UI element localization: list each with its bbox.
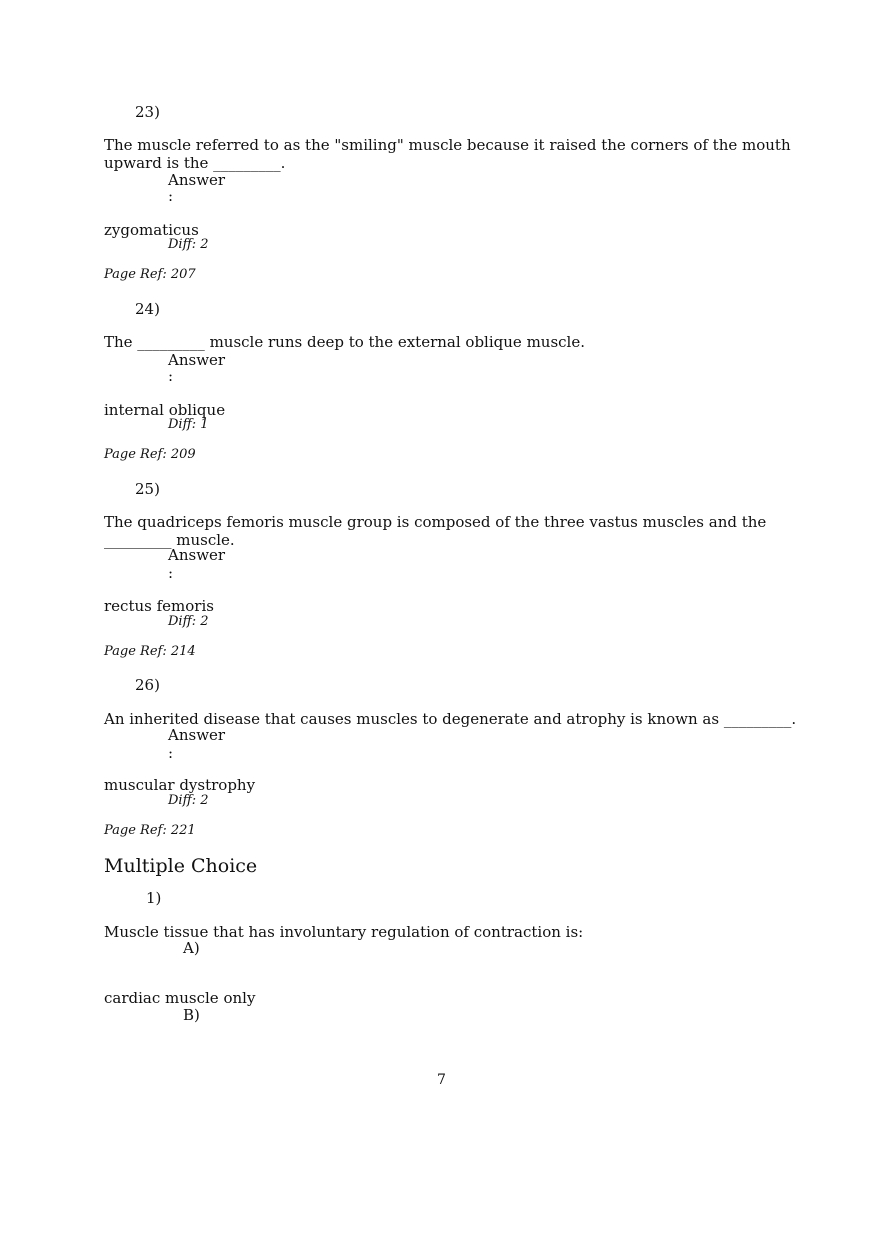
question-text: _________ muscle. [104,531,235,549]
question-number: 26) [135,676,160,694]
page-ref: Page Ref: 207 [104,267,196,282]
answer-label: Answer [168,546,226,564]
answer-label: Answer [168,171,226,189]
question-text: The quadriceps femoris muscle group is composed of the three vastus muscles and the [104,513,767,531]
answer-label: Answer [168,351,226,369]
question-number: 1) [146,889,162,907]
answer-colon: : [168,744,174,762]
difficulty: Diff: 2 [168,793,209,808]
answer-colon: : [168,367,174,385]
option-text: cardiac muscle only [104,989,256,1007]
option-letter: A) [183,939,200,957]
question-text: An inherited disease that causes muscles to degenerate and atrophy is known as _________. [104,710,797,728]
question-number: 23) [135,103,160,121]
question-text: The muscle referred to as the "smiling" muscle because it raised the corners of the mouth [104,136,791,154]
difficulty: Diff: 2 [168,614,209,629]
page-ref: Page Ref: 221 [104,823,196,838]
answer-text: zygomaticus [104,221,199,239]
answer-colon: : [168,564,174,582]
option-letter: B) [183,1006,200,1024]
difficulty: Diff: 1 [168,417,209,432]
question-text: The _________ muscle runs deep to the external oblique muscle. [104,333,585,351]
section-heading: Multiple Choice [104,855,258,877]
question-text: Muscle tissue that has involuntary regulation of contraction is: [104,923,584,941]
question-number: 25) [135,480,160,498]
answer-text: muscular dystrophy [104,776,256,794]
question-number: 24) [135,300,160,318]
answer-text: rectus femoris [104,597,214,615]
answer-text: internal oblique [104,401,226,419]
difficulty: Diff: 2 [168,237,209,252]
page-ref: Page Ref: 214 [104,644,196,659]
question-text: upward is the _________. [104,154,286,172]
answer-label: Answer [168,726,226,744]
page-ref: Page Ref: 209 [104,447,196,462]
answer-colon: : [168,187,174,205]
page-number: 7 [437,1072,446,1088]
